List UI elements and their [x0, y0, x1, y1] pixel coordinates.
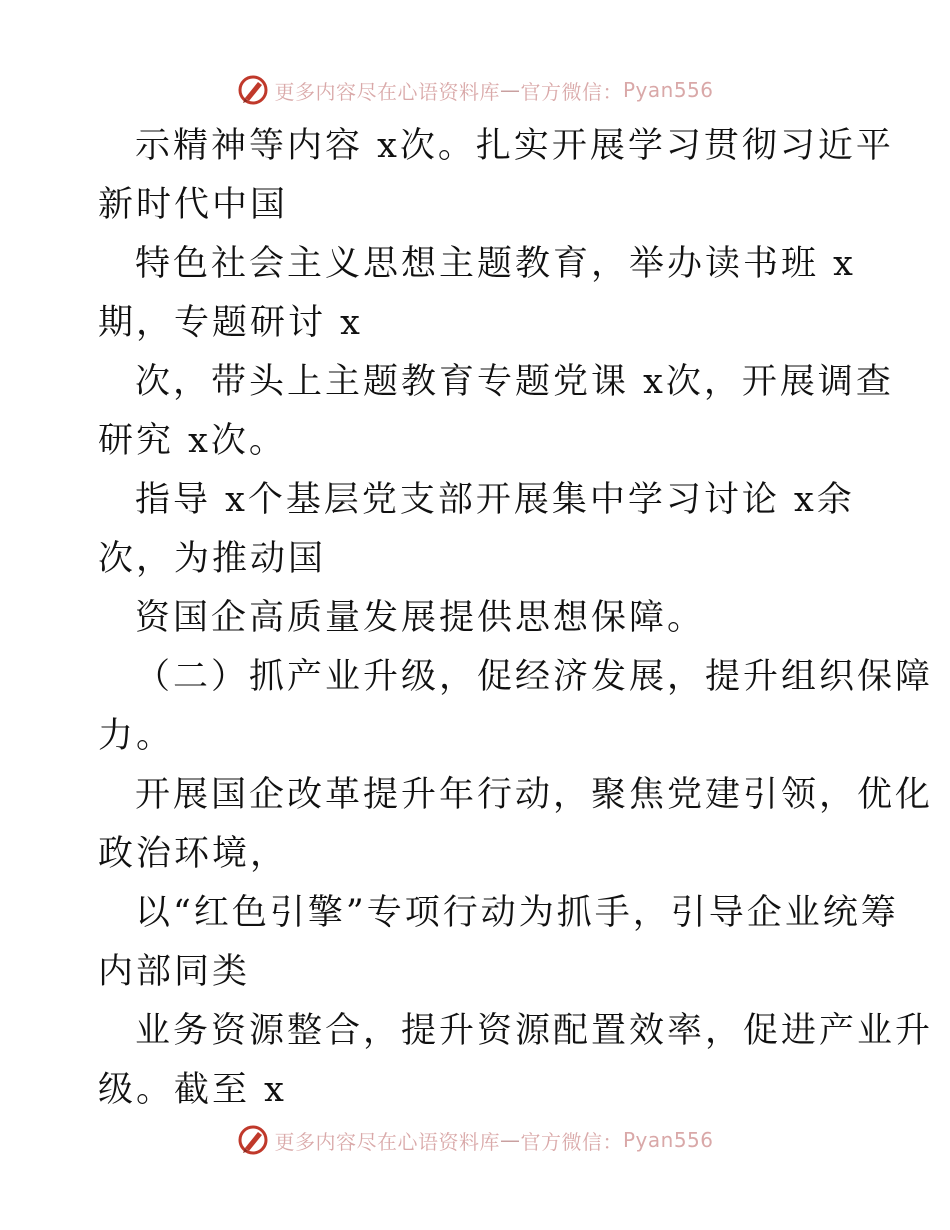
watermark-handle: Pyan556	[622, 78, 714, 102]
watermark-text: 更多内容尽在心语资料库	[274, 1129, 500, 1154]
pen-logo-icon	[236, 1123, 270, 1157]
section-heading: （二）抓产业升级，促经济发展，提升组织保障	[135, 657, 934, 697]
text-line: 资国企高质量发展提供思想保障。	[135, 598, 706, 638]
text-line: 示精神等内容 x次。扎实开展学习贯彻习近平	[135, 126, 894, 166]
text-line: 力。	[98, 716, 175, 756]
footer-watermark	[0, 1120, 950, 1160]
text-line: 以“红色引擎”专项行动为抓手，引导企业统筹	[135, 893, 899, 933]
text-line: 内部同类	[98, 952, 251, 992]
text-line: 新时代中国	[98, 185, 289, 225]
text-line: 次，为推动国	[98, 539, 327, 579]
text-line: 期，专题研讨 x	[98, 303, 363, 343]
text-line: 研究 x次。	[98, 421, 287, 461]
watermark-separator: —	[499, 1128, 521, 1152]
pen-logo-icon	[236, 73, 270, 107]
text-line: 指导 x个基层党支部开展集中学习讨论 x余	[135, 480, 855, 520]
text-line: 政治环境，	[98, 834, 289, 874]
text-line: 业务资源整合，提升资源配置效率，促进产业升	[135, 1011, 934, 1051]
watermark-separator: —	[499, 78, 521, 102]
header-watermark	[0, 70, 950, 110]
text-line: 次，带头上主题教育专题党课 x次，开展调查	[135, 362, 894, 402]
text-line: 开展国企改革提升年行动，聚焦党建引领，优化	[135, 775, 934, 815]
watermark-handle: Pyan556	[622, 1128, 714, 1152]
text-line: 特色社会主义思想主题教育，举办读书班 x	[135, 244, 856, 284]
watermark-suffix: 官方微信：	[520, 79, 623, 104]
watermark-suffix: 官方微信：	[520, 1129, 623, 1154]
text-line: 级。截至 x	[98, 1070, 287, 1110]
watermark-text: 更多内容尽在心语资料库	[274, 79, 500, 104]
